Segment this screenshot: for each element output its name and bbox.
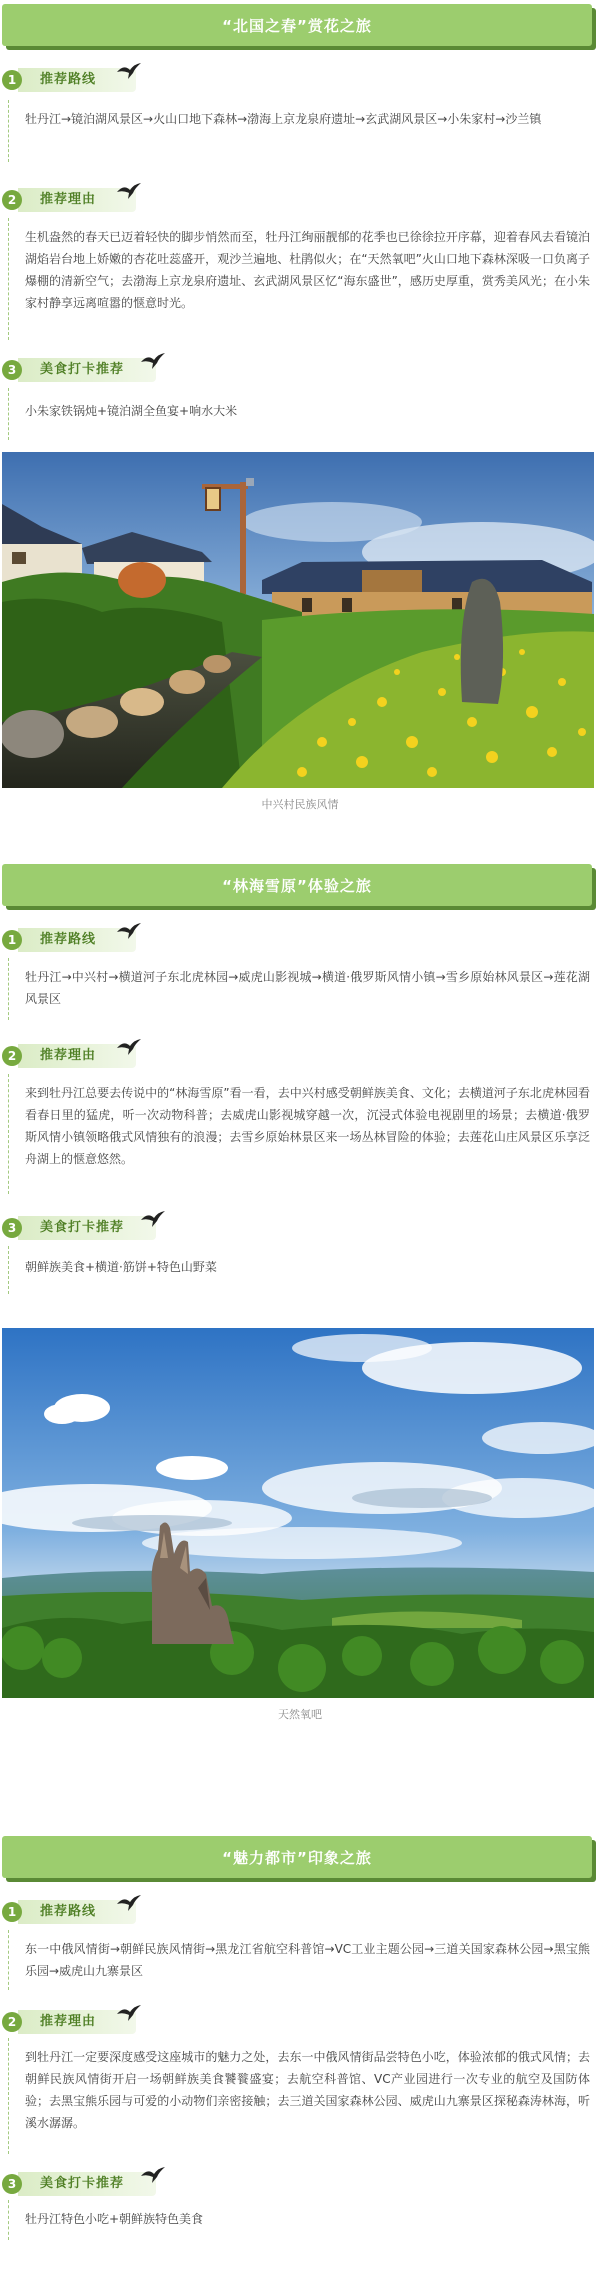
reason-text: 来到牡丹江总要去传说中的“林海雪原”看一看，去中兴村感受朝鲜族美食、文化；去横道河子东北虎林园看看春日里的猛虎，听一次动物科普；去威虎山影视城穿越一次，沉浸式体验电视剧里的场景；去横道·俄罗斯风情小镇领略俄式风情独有的浪漫；去雪乡原始林景区来一场丛林冒险的体验；去莲花山庄风景区乐享泛舟湖上的惬意悠然。	[25, 1086, 590, 1166]
heading-number: 3	[2, 360, 22, 380]
heading-label: 推荐路线	[40, 932, 97, 947]
heading-label: 推荐路线	[40, 1904, 97, 1919]
landscape-photo	[2, 1328, 594, 1698]
section-title-banner	[2, 4, 592, 46]
heading-number: 1	[2, 930, 22, 950]
heading-number: 2	[2, 2012, 22, 2032]
reason-text-block	[8, 1074, 594, 1194]
heading-number: 2	[2, 1046, 22, 1066]
swallow-icon	[116, 2004, 142, 2022]
section-charm-city	[0, 1832, 600, 2282]
heading-food	[0, 358, 170, 384]
heading-number: 3	[2, 2174, 22, 2194]
route-text-block	[8, 958, 594, 1020]
swallow-icon	[140, 2166, 166, 2184]
heading-reason	[0, 2010, 170, 2036]
route-text: 东一中俄风情街→朝鲜民族风情街→黑龙江省航空科普馆→VC工业主题公园→三道关国家森林公园→黑宝熊乐园→威虎山九寨景区	[25, 1942, 590, 1978]
section-title: “魅力都市”印象之旅	[222, 1848, 372, 1867]
food-text-block	[8, 2200, 594, 2240]
heading-label: 美食打卡推荐	[40, 2176, 125, 2191]
swallow-icon	[116, 1038, 142, 1056]
heading-route	[0, 928, 170, 954]
heading-route	[0, 68, 170, 94]
heading-reason	[0, 1044, 170, 1070]
heading-number: 1	[2, 1902, 22, 1922]
village-photo	[2, 452, 594, 788]
swallow-icon	[116, 1894, 142, 1912]
heading-label: 美食打卡推荐	[40, 362, 125, 377]
heading-reason	[0, 188, 170, 214]
heading-food	[0, 1216, 170, 1242]
route-text: 牡丹江→中兴村→横道河子东北虎林园→威虎山影视城→横道·俄罗斯风情小镇→雪乡原始林风景区→莲花湖风景区	[25, 970, 590, 1006]
heading-label: 推荐理由	[40, 192, 97, 207]
route-text: 牡丹江→镜泊湖风景区→火山口地下森林→渤海上京龙泉府遗址→玄武湖风景区→小朱家村→沙兰镇	[25, 112, 542, 126]
swallow-icon	[116, 922, 142, 940]
reason-text: 生机盎然的春天已迈着轻快的脚步悄然而至，牡丹江绚丽靓郁的花季也已徐徐拉开序幕，迎着春风去看镜泊湖焰岩台地上娇嫩的杏花吐蕊盛开，观沙兰遍地、杜鹃似火；在“天然氧吧”火山口地下森林深吸一口负离子爆棚的清新空气；去渤海上京龙泉府遗址、玄武湖风景区忆“海东盛世”，感历史厚重，赏秀美风光；在小朱家村静享远离喧嚣的惬意时光。	[25, 230, 590, 310]
food-text: 小朱家铁锅炖+镜泊湖全鱼宴+响水大米	[25, 404, 238, 418]
heading-number: 1	[2, 70, 22, 90]
section-title-banner	[2, 1836, 592, 1878]
landscape-photo-art	[2, 1328, 594, 1698]
swallow-icon	[116, 182, 142, 200]
heading-number: 3	[2, 1218, 22, 1238]
section-forest-snow	[0, 860, 600, 1740]
heading-route	[0, 1900, 170, 1926]
food-text: 牡丹江特色小吃+朝鲜族特色美食	[25, 2212, 204, 2226]
section-title: “林海雪原”体验之旅	[222, 876, 372, 895]
heading-number: 2	[2, 190, 22, 210]
reason-text: 到牡丹江一定要深度感受这座城市的魅力之处，去东一中俄风情街品尝特色小吃，体验浓郁的俄式风情；去朝鲜民族风情街开启一场朝鲜族美食饕餮盛宴；去航空科普馆、VC产业园进行一次专业的航空及国防体验；去黑宝熊乐园与可爱的小动物们亲密接触；去三道关国家森林公园、威虎山九寨景区探秘森涛林海，听溪水潺潺。	[25, 2050, 590, 2130]
route-text-block	[8, 100, 594, 162]
heading-label: 推荐路线	[40, 72, 97, 87]
photo-caption: 天然氧吧	[278, 1708, 322, 1721]
food-text: 朝鲜族美食+横道·筋饼+特色山野菜	[25, 1260, 217, 1274]
heading-label: 推荐理由	[40, 1048, 97, 1063]
swallow-icon	[116, 62, 142, 80]
food-text-block	[8, 1246, 594, 1294]
section-spring-flowers	[0, 0, 600, 811]
heading-label: 美食打卡推荐	[40, 1220, 125, 1235]
heading-label: 推荐理由	[40, 2014, 97, 2029]
route-text-block	[8, 1930, 594, 1990]
heading-food	[0, 2172, 170, 2198]
photo-caption: 中兴村民族风情	[261, 798, 339, 811]
swallow-icon	[140, 1210, 166, 1228]
section-title: “北国之春”赏花之旅	[222, 16, 372, 35]
reason-text-block	[8, 2038, 594, 2154]
swallow-icon	[140, 352, 166, 370]
village-photo-art	[2, 452, 594, 788]
section-title-banner	[2, 864, 592, 906]
food-text-block	[8, 388, 594, 440]
reason-text-block	[8, 218, 594, 340]
